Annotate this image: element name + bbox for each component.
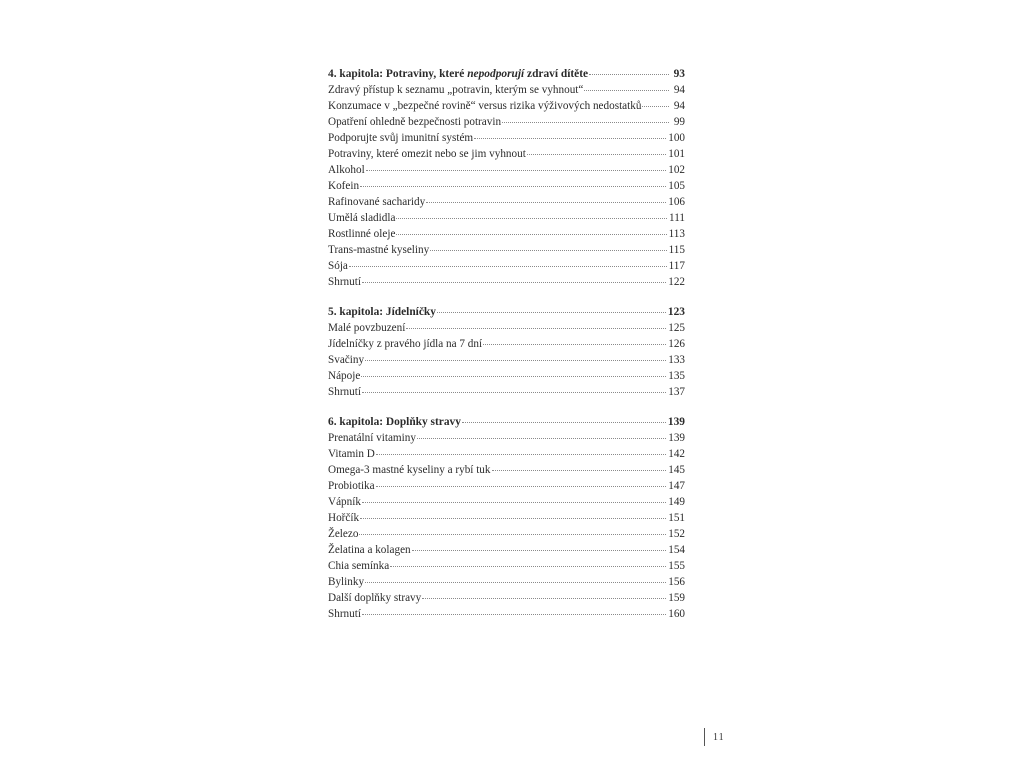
dot-leader [396, 218, 667, 219]
dot-leader [362, 282, 666, 283]
page-number: 113 [668, 228, 685, 240]
entry-title: Rostlinné oleje [328, 228, 396, 240]
toc-entry [328, 430, 685, 446]
dot-leader [589, 74, 669, 75]
toc-entry [328, 258, 685, 274]
dot-leader [426, 202, 666, 203]
toc-entry [328, 320, 685, 336]
chapter-6 [328, 414, 685, 622]
dot-leader [642, 106, 669, 107]
dot-leader [390, 566, 666, 567]
page-number: 155 [668, 560, 685, 572]
folio-page-number: 11 [713, 731, 725, 743]
toc-entry [328, 130, 685, 146]
dot-leader [483, 344, 666, 345]
entry-title: Shrnutí [328, 608, 361, 620]
page-number: 122 [668, 276, 685, 288]
toc-entry [328, 446, 685, 462]
entry-title: Zdravý přístup k seznamu „potravin, kterým se vyhnout“ [328, 84, 584, 96]
dot-leader [396, 234, 666, 235]
entry-title: Vitamin D [328, 448, 375, 460]
chapter-heading [328, 414, 685, 430]
toc-entry [328, 558, 685, 574]
page-number: 115 [668, 244, 685, 256]
chapter-title: 6. kapitola: Doplňky stravy [328, 416, 461, 428]
page-number: 159 [668, 592, 685, 604]
toc-entry [328, 226, 685, 242]
page-number: 151 [668, 512, 685, 524]
chapter-heading [328, 66, 685, 82]
table-of-contents [328, 66, 685, 636]
dot-leader [349, 266, 667, 267]
page-number: 156 [668, 576, 685, 588]
entry-title: Opatření ohledně bezpečnosti potravin [328, 116, 502, 128]
page-number: 117 [668, 260, 685, 272]
chapter-title: 4. kapitola: Potraviny, které nepodporují zdraví dítěte [328, 68, 589, 80]
toc-entry [328, 368, 685, 384]
page-footer [704, 728, 725, 746]
entry-title: Nápoje [328, 370, 361, 382]
entry-title: Probiotika [328, 480, 375, 492]
entry-title: Hořčík [328, 512, 360, 524]
page-number: 154 [668, 544, 685, 556]
entry-title: Potraviny, které omezit nebo se jim vyhnout [328, 148, 526, 160]
toc-entry [328, 336, 685, 352]
dot-leader [366, 170, 667, 171]
toc-entry [328, 274, 685, 290]
chapter-title: 5. kapitola: Jídelníčky [328, 306, 436, 318]
toc-entry [328, 194, 685, 210]
entry-title: Bylinky [328, 576, 365, 588]
toc-entry [328, 98, 685, 114]
page-number: 139 [667, 416, 685, 428]
entry-title: Železo [328, 528, 359, 540]
dot-leader [412, 550, 667, 551]
page-number: 135 [668, 370, 685, 382]
footer-rule [704, 728, 705, 746]
entry-title: Želatina a kolagen [328, 544, 411, 556]
toc-entry [328, 510, 685, 526]
dot-leader [527, 154, 666, 155]
dot-leader [376, 454, 666, 455]
entry-title: Jídelníčky z pravého jídla na 7 dní [328, 338, 483, 350]
dot-leader [365, 360, 666, 361]
entry-title: Shrnutí [328, 276, 361, 288]
page-number: 126 [668, 338, 685, 350]
page-number: 139 [668, 432, 685, 444]
toc-entry [328, 478, 685, 494]
dot-leader [406, 328, 666, 329]
entry-title: Konzumace v „bezpečné rovině“ versus rizika výživových nedostatků [328, 100, 642, 112]
page-number: 123 [667, 306, 685, 318]
chapter-heading [328, 304, 685, 320]
entry-title: Chia semínka [328, 560, 390, 572]
dot-leader [362, 502, 666, 503]
page-number: 105 [668, 180, 685, 192]
page-number: 93 [673, 68, 685, 80]
entry-title: Prenatální vitaminy [328, 432, 416, 444]
page-number: 145 [668, 464, 685, 476]
chapter-4 [328, 66, 685, 290]
dot-leader [365, 582, 666, 583]
dot-leader [360, 186, 666, 187]
toc-entry [328, 178, 685, 194]
page-number: 101 [668, 148, 685, 160]
page-number: 106 [668, 196, 685, 208]
page-number: 152 [668, 528, 685, 540]
toc-entry [328, 114, 685, 130]
entry-title: Trans-mastné kyseliny [328, 244, 430, 256]
toc-entry [328, 574, 685, 590]
toc-entry [328, 210, 685, 226]
toc-entry [328, 384, 685, 400]
page-number: 137 [668, 386, 685, 398]
entry-title: Svačiny [328, 354, 365, 366]
entry-title: Vápník [328, 496, 361, 508]
dot-leader [359, 534, 666, 535]
dot-leader [422, 598, 666, 599]
page-number: 125 [668, 322, 685, 334]
entry-title: Malé povzbuzení [328, 322, 406, 334]
entry-title: Alkohol [328, 164, 365, 176]
dot-leader [376, 486, 667, 487]
entry-title: Sója [328, 260, 348, 272]
entry-title: Podporujte svůj imunitní systém [328, 132, 474, 144]
toc-entry [328, 606, 685, 622]
entry-title: Rafinované sacharidy [328, 196, 426, 208]
chapter-5 [328, 304, 685, 400]
page-number: 94 [673, 100, 685, 112]
toc-entry [328, 162, 685, 178]
toc-entry [328, 82, 685, 98]
toc-entry [328, 462, 685, 478]
page-number: 149 [668, 496, 685, 508]
page-number: 102 [668, 164, 685, 176]
entry-title: Omega-3 mastné kyseliny a rybí tuk [328, 464, 491, 476]
dot-leader [462, 422, 666, 423]
dot-leader [492, 470, 667, 471]
toc-entry [328, 590, 685, 606]
dot-leader [362, 392, 666, 393]
page-number: 111 [669, 212, 685, 224]
toc-entry [328, 494, 685, 510]
entry-title: Shrnutí [328, 386, 361, 398]
dot-leader [360, 518, 666, 519]
toc-entry [328, 146, 685, 162]
dot-leader [437, 312, 666, 313]
page-number: 133 [668, 354, 685, 366]
dot-leader [417, 438, 666, 439]
toc-entry [328, 352, 685, 368]
page-number: 99 [673, 116, 685, 128]
toc-entry [328, 542, 685, 558]
page-number: 100 [668, 132, 685, 144]
page-number: 142 [668, 448, 685, 460]
toc-entry [328, 242, 685, 258]
entry-title: Umělá sladidla [328, 212, 396, 224]
dot-leader [361, 376, 666, 377]
dot-leader [362, 614, 666, 615]
entry-title: Další doplňky stravy [328, 592, 422, 604]
dot-leader [430, 250, 666, 251]
toc-entry [328, 526, 685, 542]
page-number: 94 [673, 84, 685, 96]
page-number: 147 [668, 480, 685, 492]
dot-leader [474, 138, 666, 139]
page-number: 160 [668, 608, 685, 620]
entry-title: Kofein [328, 180, 360, 192]
dot-leader [502, 122, 669, 123]
dot-leader [584, 90, 669, 91]
